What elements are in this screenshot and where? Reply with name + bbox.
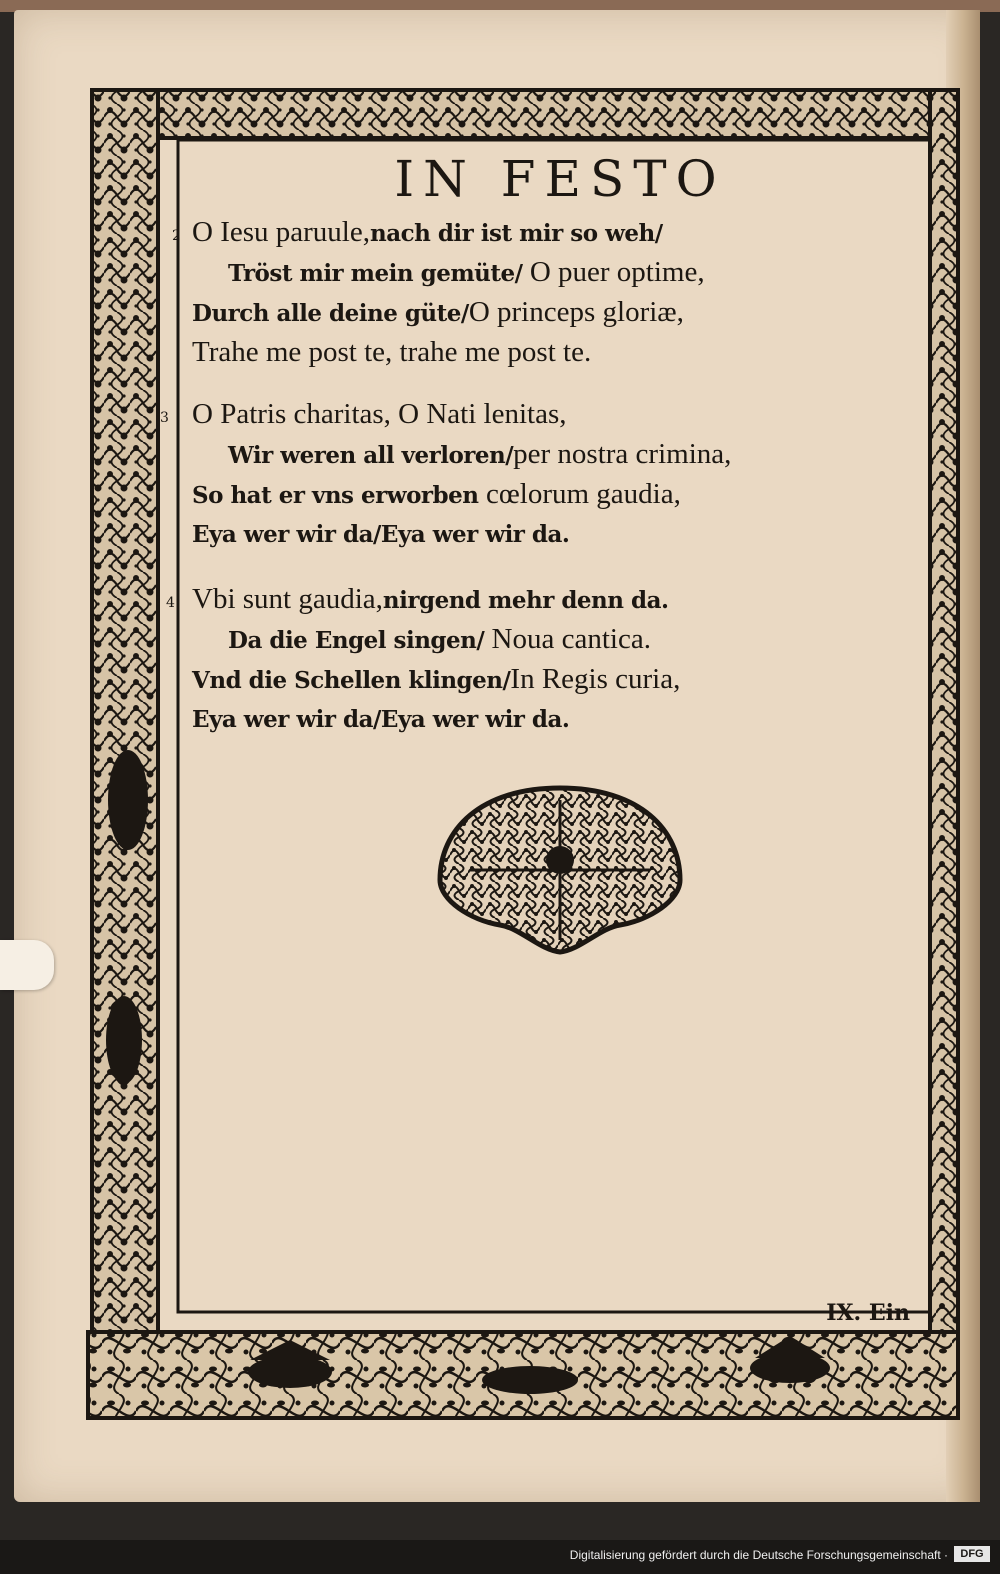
latin-text: O Patris charitas, O Nati lenitas,: [192, 398, 567, 430]
fleuron-ornament: [440, 788, 680, 952]
verse-line: [192, 585, 669, 614]
german-text: Tröst mir mein gemüte/: [228, 260, 523, 287]
left-vine-ornament: [106, 996, 142, 1084]
left-bird-ornament: [108, 750, 148, 850]
stanza-number: 4: [166, 595, 175, 611]
latin-text: per nostra crimina,: [513, 438, 732, 470]
border-right: [930, 90, 958, 1340]
verse-line: [192, 480, 681, 509]
german-text: Eya wer wir da/Eya wer wir da.: [192, 521, 570, 548]
latin-text: Trahe me post te, trahe me post te.: [192, 336, 592, 368]
latin-text: O Iesu paruule,: [192, 216, 370, 248]
verse-line: [192, 520, 569, 547]
verse-line: [192, 665, 680, 694]
stanza-number: 3: [160, 410, 169, 426]
verse-line: [192, 218, 663, 247]
border-top: [92, 90, 958, 138]
dfg-logo: DFG: [954, 1546, 990, 1562]
catchword: IX. Ein: [826, 1300, 910, 1326]
german-text: Durch alle deine güte/: [192, 300, 469, 327]
german-text: Da die Engel singen/: [228, 627, 485, 654]
latin-text: O puer optime,: [522, 256, 705, 288]
german-text: Wir weren all verloren/: [228, 442, 514, 469]
latin-text: cœlorum gaudia,: [485, 478, 681, 510]
verse-line: [228, 440, 731, 469]
german-text: Eya wer wir da/Eya wer wir da.: [192, 706, 570, 733]
footer-credit: Digitalisierung gefördert durch die Deutsche Forschungsgemeinschaft ·: [569, 1548, 948, 1562]
latin-text: Noua cantica.: [484, 623, 651, 655]
german-text: nirgend mehr denn da.: [382, 587, 669, 614]
german-text: Vnd die Schellen klingen/: [192, 667, 511, 694]
page-title: IN FESTO: [394, 150, 726, 208]
verse-line: [228, 625, 651, 654]
german-text: So hat er vns erworben: [192, 482, 486, 509]
verse-line: [192, 338, 591, 367]
stanza-number: 2: [172, 228, 181, 244]
latin-text: Vbi sunt gaudia,: [192, 583, 383, 615]
german-text: nach dir ist mir so weh/: [369, 220, 663, 247]
border-left: [92, 90, 158, 1340]
verse-line: [192, 705, 569, 732]
latin-text: In Regis curia,: [510, 663, 681, 695]
verse-line: [192, 400, 567, 429]
verse-line: [192, 298, 684, 327]
latin-text: O princeps gloriæ,: [468, 296, 684, 328]
verse-line: [228, 258, 705, 287]
